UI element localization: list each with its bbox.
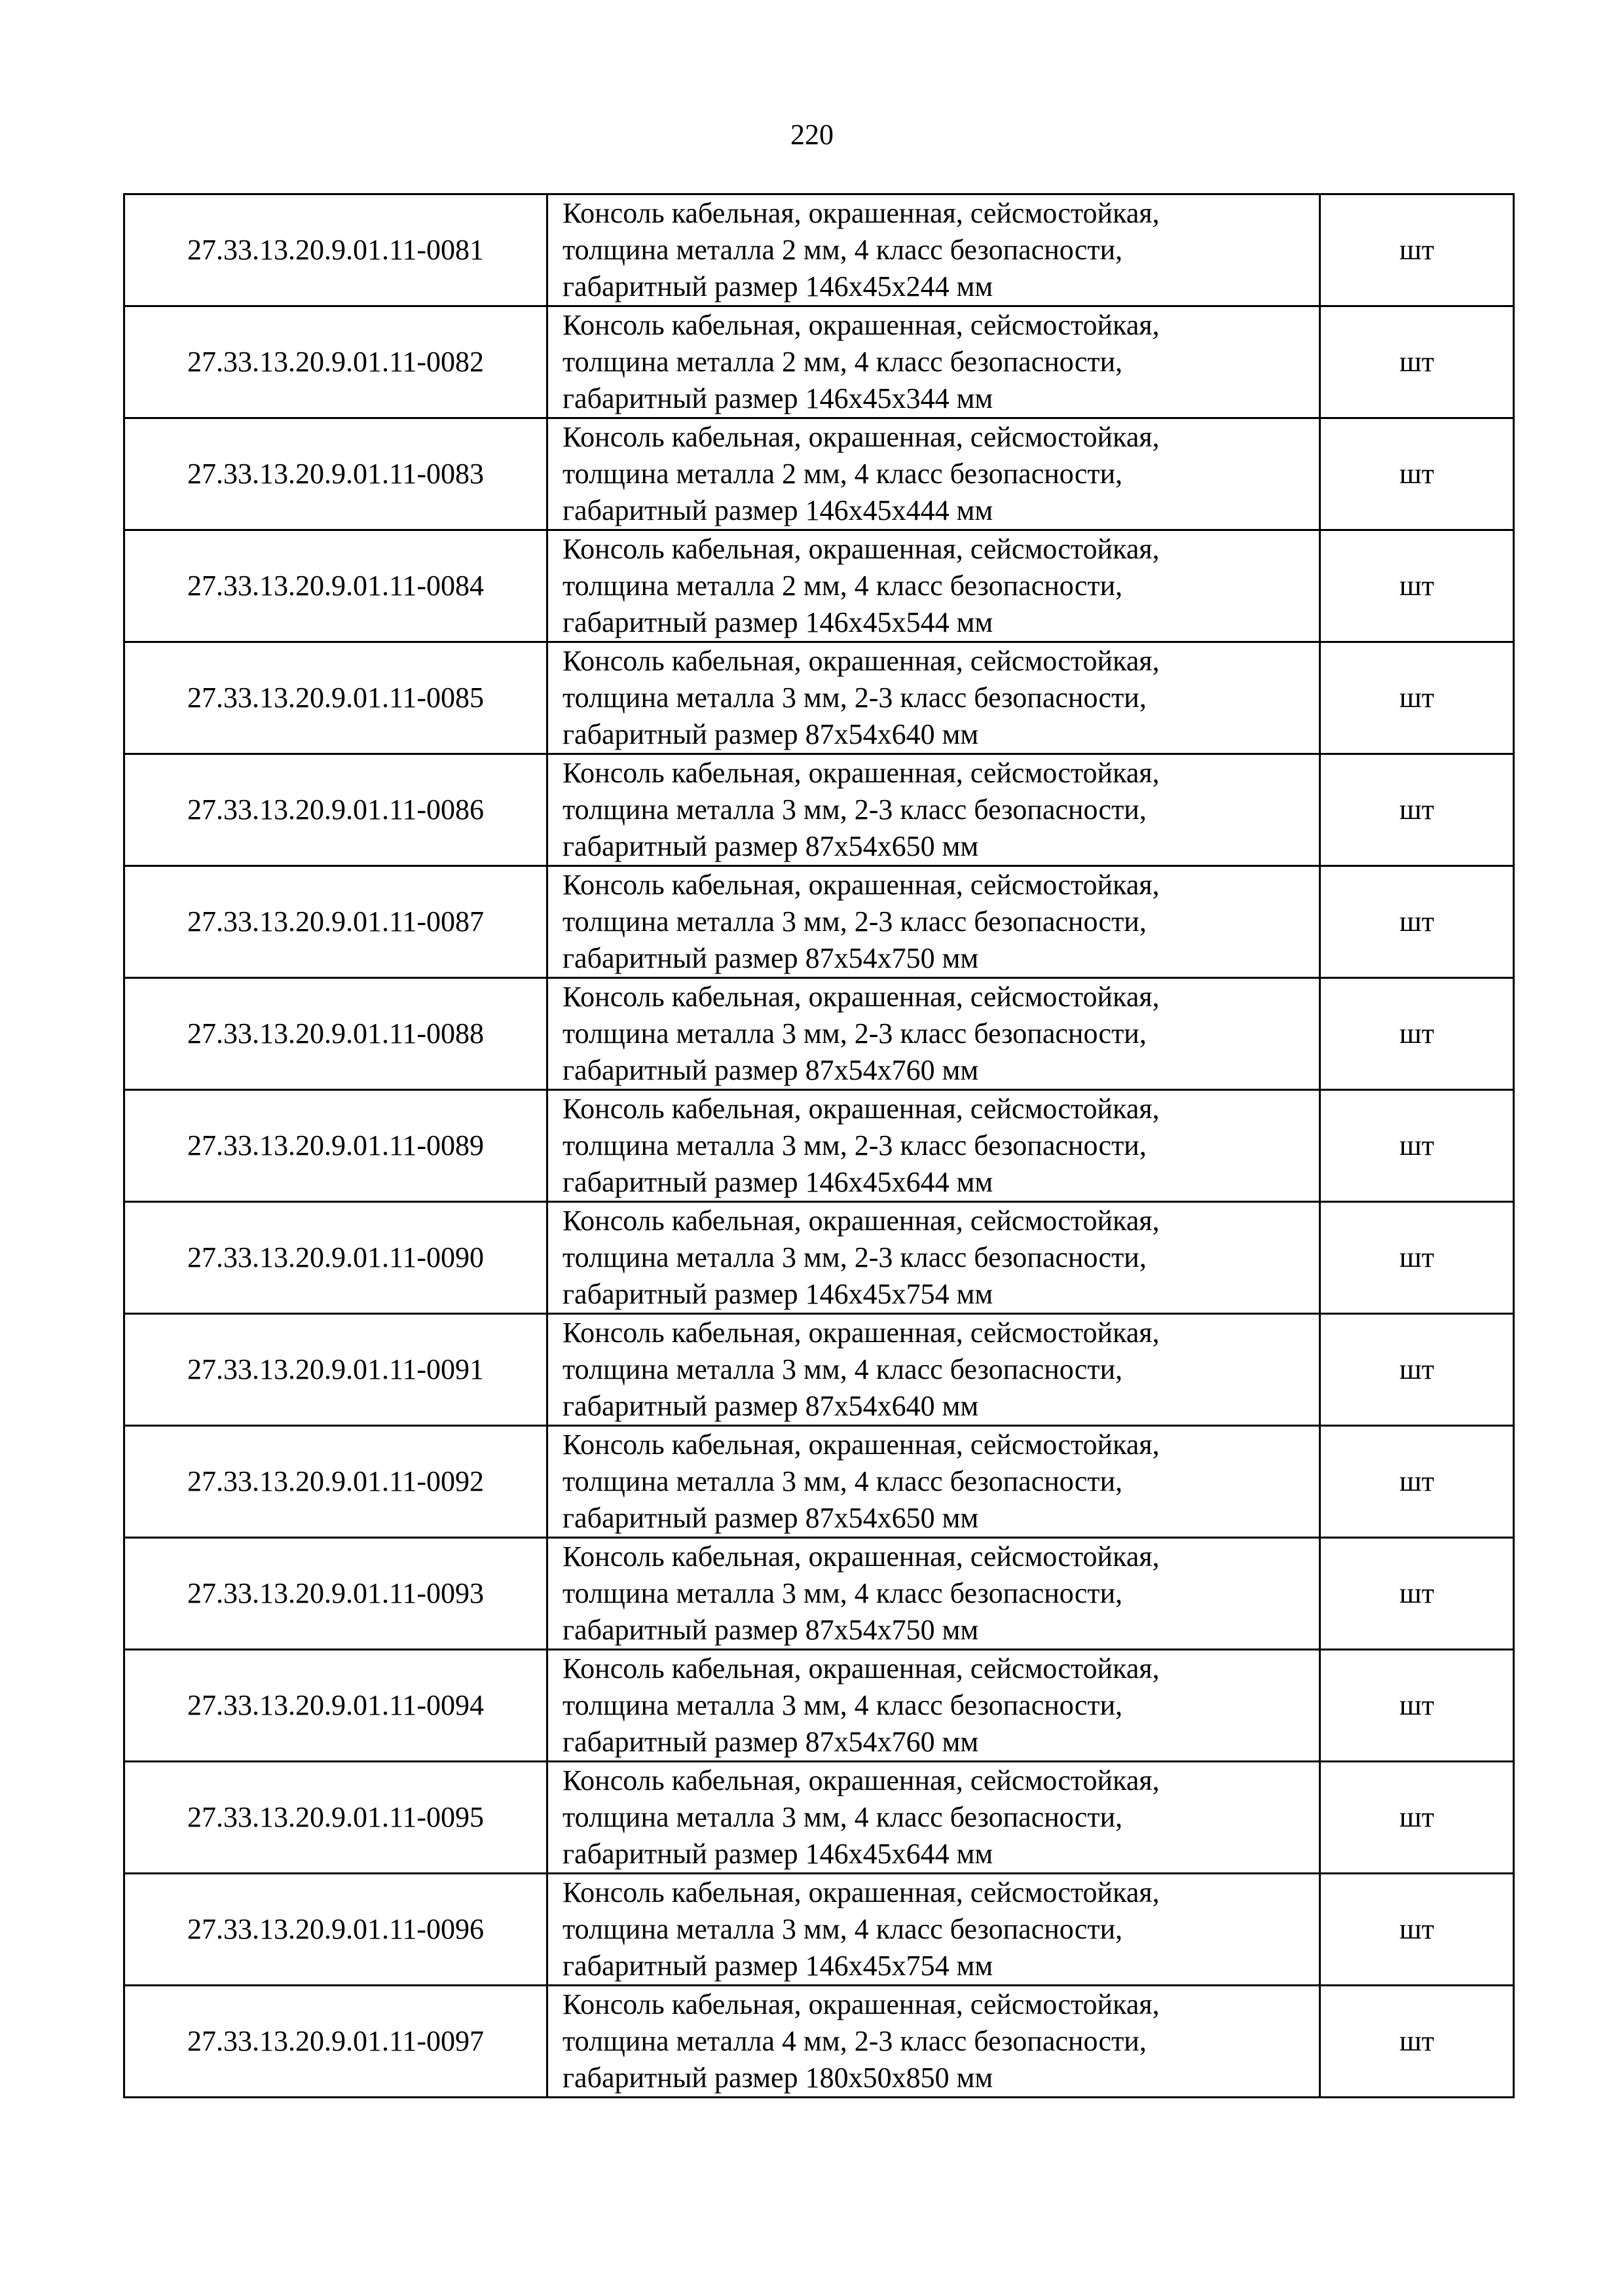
description-line: Консоль кабельная, окрашенная, сейсмостойкая, (563, 309, 1160, 341)
unit-cell: шт (1320, 642, 1514, 754)
resource-description-cell (547, 1314, 1320, 1426)
description-line: габаритный размер 87х54х640 мм (563, 718, 979, 750)
description-line: Консоль кабельная, окрашенная, сейсмостойкая, (563, 197, 1160, 229)
table-row (124, 306, 1514, 418)
table-row (124, 1538, 1514, 1650)
unit-cell: шт (1320, 1762, 1514, 1874)
description-line: Консоль кабельная, окрашенная, сейсмостойкая, (563, 645, 1160, 677)
description-line: толщина металла 3 мм, 2-3 класс безопасности, (563, 905, 1147, 938)
description-line: габаритный размер 87х54х750 мм (563, 1614, 979, 1646)
unit-cell: шт (1320, 978, 1514, 1090)
description-line: габаритный размер 146х45х444 мм (563, 494, 993, 526)
description-line: толщина металла 3 мм, 4 класс безопасности, (563, 1465, 1123, 1497)
unit-cell: шт (1320, 194, 1514, 306)
description-line: Консоль кабельная, окрашенная, сейсмостойкая, (563, 981, 1160, 1013)
description-line: толщина металла 2 мм, 4 класс безопасности, (563, 570, 1123, 602)
resource-code-cell: 27.33.13.20.9.01.11-0095 (124, 1762, 547, 1874)
unit-cell: шт (1320, 1090, 1514, 1202)
table-row (124, 1090, 1514, 1202)
resource-description-cell (547, 978, 1320, 1090)
description-line: габаритный размер 146х45х344 мм (563, 382, 993, 414)
resource-description-cell (547, 642, 1320, 754)
description-line: Консоль кабельная, окрашенная, сейсмостойкая, (563, 1429, 1160, 1461)
description-line: толщина металла 3 мм, 2-3 класс безопасности, (563, 793, 1147, 826)
resource-description-cell (547, 1986, 1320, 2098)
description-line: толщина металла 3 мм, 4 класс безопасности, (563, 1577, 1123, 1609)
table-row (124, 418, 1514, 530)
resource-description-cell (547, 1874, 1320, 1986)
description-line: Консоль кабельная, окрашенная, сейсмостойкая, (563, 869, 1160, 901)
resource-code-cell: 27.33.13.20.9.01.11-0087 (124, 866, 547, 978)
table-row (124, 530, 1514, 642)
unit-cell: шт (1320, 530, 1514, 642)
description-line: Консоль кабельная, окрашенная, сейсмостойкая, (563, 1652, 1160, 1685)
resource-description-cell (547, 1538, 1320, 1650)
resource-code-cell: 27.33.13.20.9.01.11-0083 (124, 418, 547, 530)
table-row (124, 978, 1514, 1090)
description-line: толщина металла 2 мм, 4 класс безопасности, (563, 458, 1123, 490)
resource-code-cell: 27.33.13.20.9.01.11-0085 (124, 642, 547, 754)
unit-cell: шт (1320, 1202, 1514, 1314)
description-line: габаритный размер 87х54х760 мм (563, 1054, 979, 1086)
description-line: габаритный размер 87х54х640 мм (563, 1390, 979, 1422)
resource-code-cell: 27.33.13.20.9.01.11-0096 (124, 1874, 547, 1986)
resource-description-cell (547, 306, 1320, 418)
table-row (124, 194, 1514, 306)
resource-code-cell: 27.33.13.20.9.01.11-0097 (124, 1986, 547, 2098)
description-line: габаритный размер 146х45х754 мм (563, 1278, 993, 1310)
table-row (124, 866, 1514, 978)
resource-code-cell: 27.33.13.20.9.01.11-0086 (124, 754, 547, 866)
unit-cell: шт (1320, 1426, 1514, 1538)
description-line: Консоль кабельная, окрашенная, сейсмостойкая, (563, 757, 1160, 789)
resource-description-cell (547, 866, 1320, 978)
unit-cell: шт (1320, 1986, 1514, 2098)
resource-code-cell: 27.33.13.20.9.01.11-0088 (124, 978, 547, 1090)
unit-cell: шт (1320, 866, 1514, 978)
description-line: Консоль кабельная, окрашенная, сейсмостойкая, (563, 1093, 1160, 1125)
description-line: Консоль кабельная, окрашенная, сейсмостойкая, (563, 1876, 1160, 1908)
resource-code-cell: 27.33.13.20.9.01.11-0090 (124, 1202, 547, 1314)
unit-cell: шт (1320, 418, 1514, 530)
description-line: толщина металла 3 мм, 4 класс безопасности, (563, 1689, 1123, 1721)
unit-cell: шт (1320, 306, 1514, 418)
resource-code-cell: 27.33.13.20.9.01.11-0092 (124, 1426, 547, 1538)
table-body (124, 194, 1514, 2098)
table-row (124, 1874, 1514, 1986)
unit-cell: шт (1320, 1874, 1514, 1986)
table-row (124, 642, 1514, 754)
description-line: толщина металла 3 мм, 2-3 класс безопасности, (563, 1017, 1147, 1049)
description-line: толщина металла 2 мм, 4 класс безопасности, (563, 346, 1123, 378)
resource-description-cell (547, 530, 1320, 642)
description-line: толщина металла 3 мм, 4 класс безопасности, (563, 1801, 1123, 1833)
resource-code-cell: 27.33.13.20.9.01.11-0091 (124, 1314, 547, 1426)
description-line: габаритный размер 146х45х244 мм (563, 270, 993, 302)
description-line: толщина металла 4 мм, 2-3 класс безопасности, (563, 2025, 1147, 2057)
table-row (124, 1650, 1514, 1762)
description-line: Консоль кабельная, окрашенная, сейсмостойкая, (563, 533, 1160, 565)
resource-description-cell (547, 1650, 1320, 1762)
resource-description-cell (547, 1090, 1320, 1202)
resource-code-cell: 27.33.13.20.9.01.11-0089 (124, 1090, 547, 1202)
description-line: габаритный размер 146х45х544 мм (563, 606, 993, 638)
description-line: габаритный размер 146х45х644 мм (563, 1838, 993, 1870)
description-line: габаритный размер 180х50х850 мм (563, 2062, 993, 2094)
description-line: толщина металла 3 мм, 2-3 класс безопасности, (563, 1241, 1147, 1273)
table-row (124, 1426, 1514, 1538)
description-line: толщина металла 3 мм, 4 класс безопасности, (563, 1913, 1123, 1945)
table-row (124, 1986, 1514, 2098)
table-row (124, 1202, 1514, 1314)
description-line: толщина металла 3 мм, 2-3 класс безопасности, (563, 682, 1147, 714)
table-row (124, 1762, 1514, 1874)
description-line: толщина металла 2 мм, 4 класс безопасности, (563, 234, 1123, 266)
description-line: Консоль кабельная, окрашенная, сейсмостойкая, (563, 1317, 1160, 1349)
resource-code-cell: 27.33.13.20.9.01.11-0082 (124, 306, 547, 418)
resource-description-cell (547, 194, 1320, 306)
resource-code-cell: 27.33.13.20.9.01.11-0084 (124, 530, 547, 642)
description-line: толщина металла 3 мм, 2-3 класс безопасности, (563, 1129, 1147, 1161)
table-row (124, 1314, 1514, 1426)
resource-description-cell (547, 1202, 1320, 1314)
resource-description-cell (547, 418, 1320, 530)
description-line: Консоль кабельная, окрашенная, сейсмостойкая, (563, 1540, 1160, 1573)
unit-cell: шт (1320, 1538, 1514, 1650)
resource-description-cell (547, 754, 1320, 866)
description-line: Консоль кабельная, окрашенная, сейсмостойкая, (563, 1205, 1160, 1237)
unit-cell: шт (1320, 754, 1514, 866)
description-line: Консоль кабельная, окрашенная, сейсмостойкая, (563, 1764, 1160, 1796)
description-line: габаритный размер 87х54х650 мм (563, 830, 979, 862)
description-line: габаритный размер 87х54х760 мм (563, 1726, 979, 1758)
resource-code-cell: 27.33.13.20.9.01.11-0093 (124, 1538, 547, 1650)
resource-description-cell (547, 1426, 1320, 1538)
unit-cell: шт (1320, 1314, 1514, 1426)
resource-code-cell: 27.33.13.20.9.01.11-0081 (124, 194, 547, 306)
resource-table (123, 193, 1515, 2098)
description-line: Консоль кабельная, окрашенная, сейсмостойкая, (563, 421, 1160, 453)
description-line: габаритный размер 146х45х644 мм (563, 1166, 993, 1198)
page-number: 220 (790, 118, 834, 151)
table-row (124, 754, 1514, 866)
description-line: толщина металла 3 мм, 4 класс безопасности, (563, 1353, 1123, 1385)
unit-cell: шт (1320, 1650, 1514, 1762)
resource-code-cell: 27.33.13.20.9.01.11-0094 (124, 1650, 547, 1762)
description-line: габаритный размер 146х45х754 мм (563, 1950, 993, 1982)
description-line: габаритный размер 87х54х650 мм (563, 1502, 979, 1534)
description-line: Консоль кабельная, окрашенная, сейсмостойкая, (563, 1988, 1160, 2020)
resource-description-cell (547, 1762, 1320, 1874)
description-line: габаритный размер 87х54х750 мм (563, 942, 979, 974)
